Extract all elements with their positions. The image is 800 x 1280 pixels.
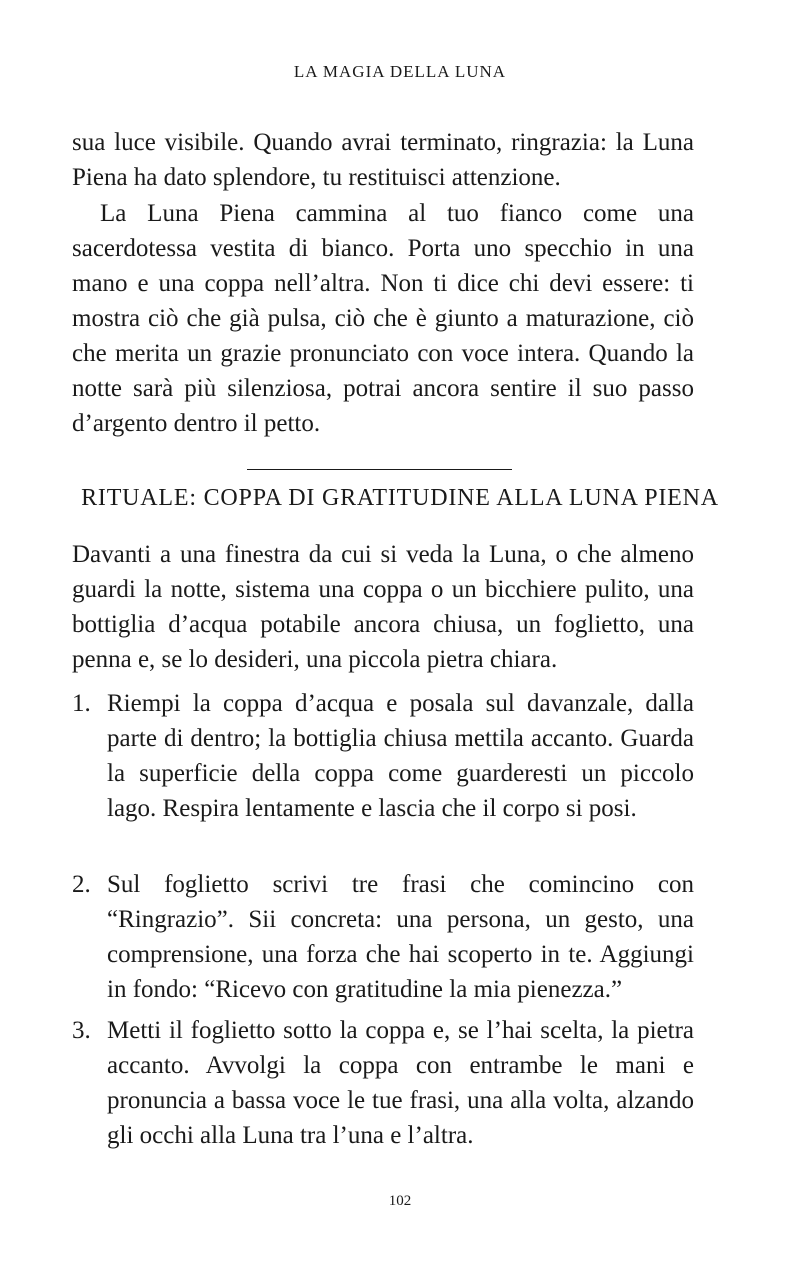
ritual-step (72, 686, 694, 826)
section-divider (247, 469, 512, 470)
ritual-step (72, 867, 694, 1007)
ritual-step (72, 1013, 694, 1153)
running-head: LA MAGIA DELLA LUNA (293, 62, 507, 81)
step-number: 1. (72, 690, 91, 717)
paragraph-luna-piena (72, 196, 694, 441)
paragraph-text: La Luna Piena cammina al tuo fianco come una sacerdotessa vestita di bianco. Porta uno specchio in una mano e una coppa nell’altra. Non ti dice chi devi essere: ti mostra ciò che già pulsa, ciò che è giunto a maturazione, ciò che merita un grazie pronunciato con voce intera. Quando la notte sarà più silenziosa, potrai ancora sentire il suo passo d’argento dentro il petto. (72, 200, 694, 437)
step-text: Riempi la coppa d’acqua e posala sul davanzale, dalla parte di dentro; la bottiglia chiusa mettila accanto. Guarda la superficie della coppa come guarderesti un piccolo lago. Respira lentamente e lascia che il corpo si posi. (107, 690, 694, 822)
step-number: 2. (72, 871, 91, 898)
page-number: 102 (388, 1193, 412, 1209)
ritual-intro: Davanti a una finestra da cui si veda la Luna, o che almeno guardi la notte, sistema una coppa o un bicchiere pulito, una bottiglia d’acqua potabile ancora chiusa, un foglietto, una penna e, se lo desideri, una piccola pietra chiara. (72, 541, 694, 673)
section-title: RITUALE: COPPA DI GRATITUDINE ALLA LUNA PIENA (81, 485, 719, 511)
step-text: Sul foglietto scrivi tre frasi che comincino con “Ringrazio”. Sii concreta: una persona, un gesto, una comprensione, una forza che hai scoperto in te. Aggiungi in fondo: “Ricevo con gratitudine la mia pienezza.” (107, 871, 694, 1003)
paragraph-continued (72, 125, 694, 195)
step-text: Metti il foglietto sotto la coppa e, se l’hai scelta, la pietra accanto. Avvolgi la coppa con entrambe le mani e pronuncia a bassa voce le tue frasi, una alla volta, alzando gli occhi alla Luna tra l’una e l’altra. (107, 1017, 694, 1149)
paragraph-text: sua luce visibile. Quando avrai terminato, ringrazia: la Luna Piena ha dato splendore, tu restituisci attenzione. (72, 129, 694, 191)
step-number: 3. (72, 1017, 91, 1044)
